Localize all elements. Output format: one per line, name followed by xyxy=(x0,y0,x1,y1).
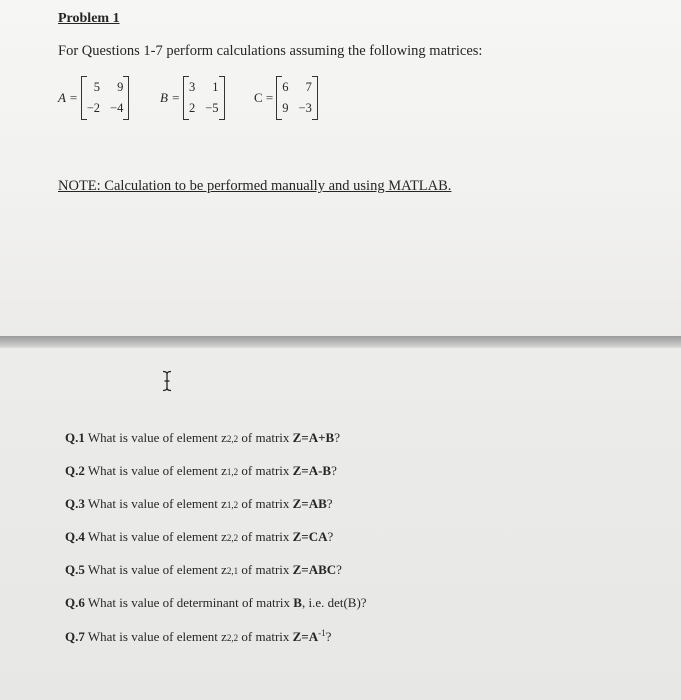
question-text: of matrix xyxy=(238,430,293,445)
question-text: of matrix xyxy=(238,562,293,577)
document-page-bottom xyxy=(0,348,681,700)
question-end: ? xyxy=(327,529,334,544)
matrix-b xyxy=(160,75,225,121)
question-5 xyxy=(65,562,342,578)
element-symbol: z xyxy=(221,496,227,511)
matrix-a xyxy=(58,75,129,121)
question-number: Q.4 xyxy=(65,529,85,544)
matrix-bracket xyxy=(183,75,225,121)
element-index: 2,2 xyxy=(226,633,239,643)
question-2 xyxy=(65,463,337,479)
matrix-expression: Z=CA xyxy=(292,529,328,544)
intro-text: For Questions 1-7 perform calculations assuming the following matrices: xyxy=(58,43,483,59)
question-text: What is value of element xyxy=(84,463,222,478)
matrix-expression: Z=A xyxy=(292,629,319,644)
question-text: of matrix xyxy=(238,629,293,644)
matrix-cell: −5 xyxy=(205,100,219,115)
question-end: ? xyxy=(334,430,340,445)
matrix-expression: Z=ABC xyxy=(292,562,337,577)
question-text: What is value of element xyxy=(84,529,222,544)
question-end: , i.e. det(B)? xyxy=(301,595,367,610)
element-index: 2,2 xyxy=(226,533,239,543)
question-7 xyxy=(65,628,331,645)
question-text: of matrix xyxy=(238,529,293,544)
matrix-cell: 9 xyxy=(117,80,124,95)
element-symbol: z xyxy=(221,562,227,577)
question-text: What is value of element xyxy=(84,496,222,511)
inverse-exponent: -1 xyxy=(318,628,326,638)
question-end: ? xyxy=(325,629,332,644)
matrix-expression: B xyxy=(293,595,302,610)
question-text: of matrix xyxy=(238,463,293,478)
matrix-cell: 5 xyxy=(93,80,101,95)
element-symbol: z xyxy=(221,430,227,445)
question-text: What is value of element xyxy=(84,562,222,577)
matrix-cell: 1 xyxy=(212,80,219,95)
matrix-c xyxy=(254,75,318,121)
matrix-expression: Z=A+B xyxy=(292,430,335,445)
matrix-cell: 6 xyxy=(282,80,289,95)
question-6 xyxy=(65,595,367,611)
question-text: What is value of determinant of matrix xyxy=(84,595,294,610)
element-index: 1,2 xyxy=(226,467,239,477)
question-number: Q.3 xyxy=(65,496,85,511)
element-index: 2,1 xyxy=(226,566,239,576)
matrix-label: A = xyxy=(58,90,78,105)
question-number: Q.5 xyxy=(65,562,85,577)
matrix-bracket xyxy=(81,75,130,121)
page-divider xyxy=(0,336,681,348)
element-symbol: z xyxy=(221,629,227,644)
note-text: NOTE: Calculation to be performed manually and using MATLAB. xyxy=(58,178,452,194)
matrix-expression: Z=A-B xyxy=(292,463,332,478)
matrix-cell: −2 xyxy=(86,100,101,115)
matrix-expression: Z=AB xyxy=(292,496,327,511)
question-end: ? xyxy=(326,496,333,511)
text-cursor-icon xyxy=(161,370,173,392)
element-index: 2,2 xyxy=(226,434,239,444)
question-text: What is value of element xyxy=(84,430,222,445)
matrix-label: C = xyxy=(254,90,274,105)
element-symbol: z xyxy=(221,529,227,544)
matrix-cell: −4 xyxy=(110,100,124,115)
matrix-cell: 3 xyxy=(188,80,196,95)
element-index: 1,2 xyxy=(226,500,239,510)
question-number: Q.6 xyxy=(65,595,85,610)
matrix-cell: 9 xyxy=(282,100,289,115)
question-number: Q.7 xyxy=(65,629,85,644)
matrix-cell: 7 xyxy=(305,80,312,95)
question-end: ? xyxy=(336,562,342,577)
question-1 xyxy=(65,430,340,446)
question-number: Q.1 xyxy=(65,430,85,445)
question-text: of matrix xyxy=(238,496,293,511)
element-symbol: z xyxy=(221,463,227,478)
matrix-cell: 2 xyxy=(188,100,196,115)
question-text: What is value of element xyxy=(84,629,222,644)
question-3 xyxy=(65,496,333,512)
question-4 xyxy=(65,529,333,545)
matrix-bracket xyxy=(276,75,318,121)
question-number: Q.2 xyxy=(65,463,85,478)
matrix-cell: −3 xyxy=(298,100,312,115)
question-end: ? xyxy=(331,463,337,478)
problem-heading: Problem 1 xyxy=(58,11,120,26)
matrix-label: B = xyxy=(160,90,180,105)
